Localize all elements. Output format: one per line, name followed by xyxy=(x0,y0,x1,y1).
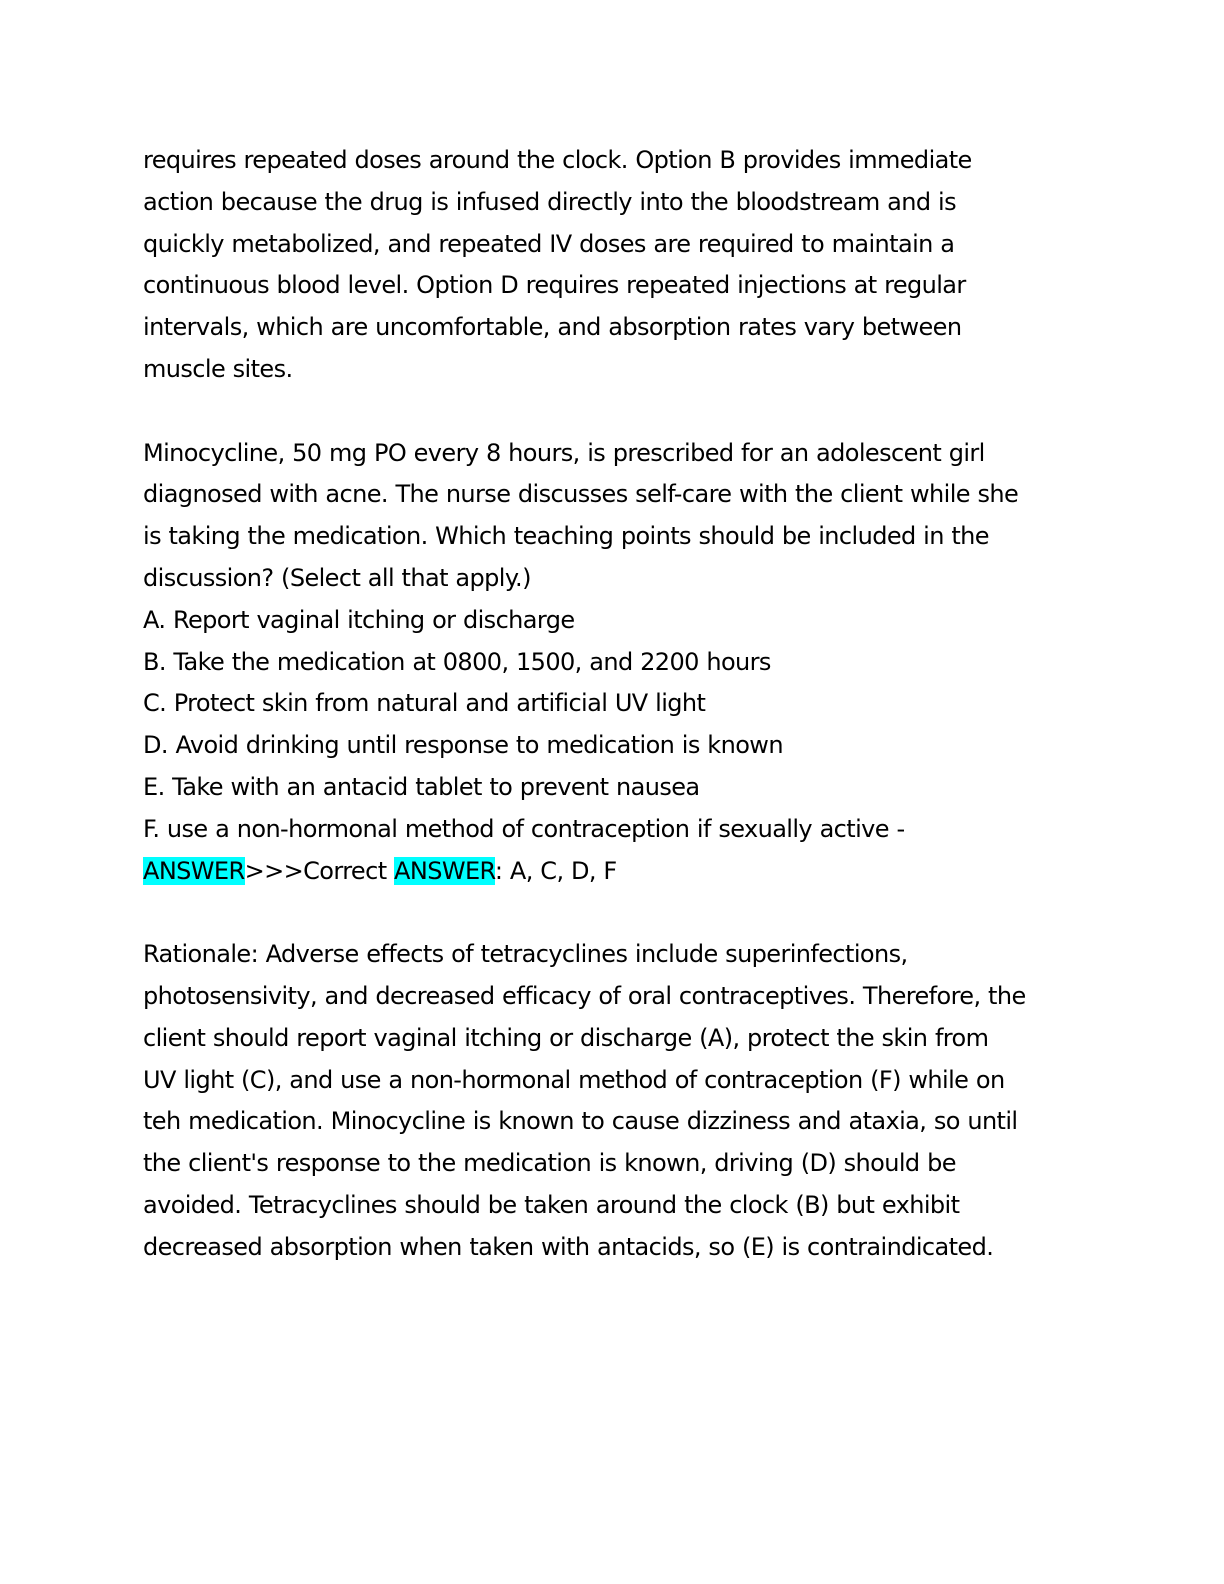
rationale-line: Rationale: Adverse effects of tetracyclines include superinfections, xyxy=(143,940,908,969)
text-line: continuous blood level. Option D requires repeated injections at regular xyxy=(143,271,966,300)
rationale-line: photosensivity, and decreased efficacy of oral contraceptives. Therefore, the xyxy=(143,981,1026,1010)
text-line: action because the drug is infused directly into the bloodstream and is xyxy=(143,187,957,216)
question-block xyxy=(143,433,1103,893)
text-line: intervals, which are uncomfortable, and absorption rates vary between xyxy=(143,313,962,342)
answer-value: : A, C, D, F xyxy=(494,856,617,885)
option-b: B. Take the medication at 0800, 1500, and 2200 hours xyxy=(143,647,771,676)
rationale-line: teh medication. Minocycline is known to cause dizziness and ataxia, so until xyxy=(143,1107,1018,1136)
rationale-line: the client's response to the medication is known, driving (D) should be xyxy=(143,1149,956,1178)
option-a: A. Report vaginal itching or discharge xyxy=(143,605,575,634)
option-d: D. Avoid drinking until response to medication is known xyxy=(143,731,783,760)
answer-connector: >>>Correct xyxy=(244,856,395,885)
text-line: quickly metabolized, and repeated IV doses are required to maintain a xyxy=(143,229,955,258)
paragraph-spacer xyxy=(143,892,1103,934)
option-e: E. Take with an antacid tablet to prevent nausea xyxy=(143,772,700,801)
text-line: muscle sites. xyxy=(143,354,293,383)
question-line: diagnosed with acne. The nurse discusses self-care with the client while she xyxy=(143,480,1019,509)
document-page xyxy=(143,140,1103,1269)
rationale-line: decreased absorption when taken with antacids, so (E) is contraindicated. xyxy=(143,1232,994,1261)
answer-line xyxy=(143,851,1103,893)
answer-highlight-1: ANSWER xyxy=(143,856,245,885)
rationale-line: client should report vaginal itching or discharge (A), protect the skin from xyxy=(143,1023,989,1052)
rationale-line: avoided. Tetracyclines should be taken around the clock (B) but exhibit xyxy=(143,1190,960,1219)
question-line: Minocycline, 50 mg PO every 8 hours, is prescribed for an adolescent girl xyxy=(143,438,985,467)
question-line: discussion? (Select all that apply.) xyxy=(143,563,531,592)
question-line: is taking the medication. Which teaching points should be included in the xyxy=(143,522,989,551)
answer-highlight-2: ANSWER xyxy=(394,856,495,885)
paragraph-previous-rationale xyxy=(143,140,1103,391)
rationale-block xyxy=(143,934,1103,1268)
text-line: requires repeated doses around the clock. Option B provides immediate xyxy=(143,146,972,174)
option-c: C. Protect skin from natural and artificial UV light xyxy=(143,689,706,718)
rationale-line: UV light (C), and use a non-hormonal method of contraception (F) while on xyxy=(143,1065,1005,1094)
option-f: F. use a non-hormonal method of contraception if sexually active - xyxy=(143,814,905,843)
paragraph-spacer xyxy=(143,391,1103,433)
